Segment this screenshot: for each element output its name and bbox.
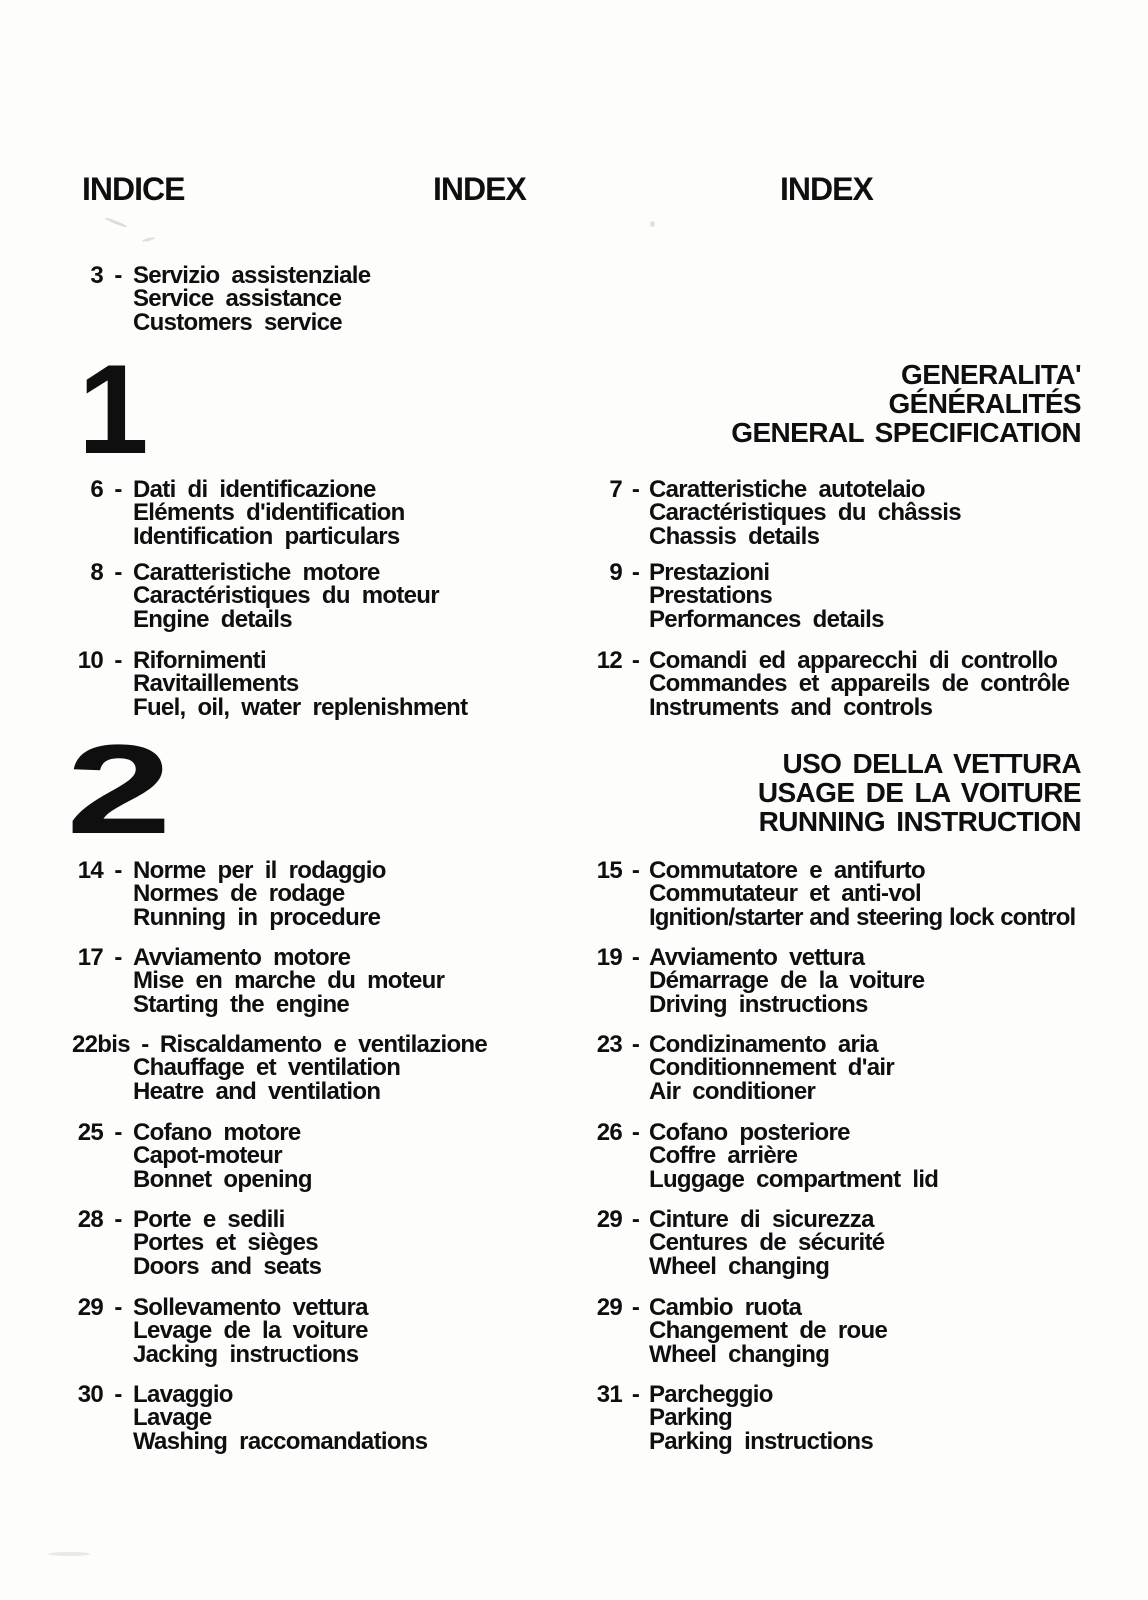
- entry-line-italian: Rifornimenti: [133, 647, 266, 674]
- toc-entry: [72, 561, 594, 631]
- index-row: [72, 649, 1112, 719]
- toc-entry: [72, 1121, 594, 1191]
- entry-line-english: Jacking instructions: [133, 1340, 359, 1368]
- entry-dash: -: [631, 476, 640, 503]
- entry-dash: -: [114, 857, 122, 884]
- entry-line-english: Luggage compartment lid: [649, 1165, 939, 1193]
- entry-line-italian: Avviamento vettura: [649, 944, 865, 971]
- entry-page-number: 14: [77, 857, 103, 884]
- section-title-english: RUNNING INSTRUCTION: [758, 805, 1081, 837]
- toc-entry: [594, 1208, 1112, 1278]
- entry-line-english: Bonnet opening: [133, 1165, 312, 1193]
- entry-dash: -: [631, 647, 640, 674]
- toc-entry: [72, 478, 594, 548]
- entry-page-number: 31: [596, 1381, 622, 1408]
- entry-line-italian: Parcheggio: [649, 1381, 773, 1408]
- entry-line-english: Ignition/starter and steering lock control: [649, 903, 1076, 931]
- section-title-italian: USO DELLA VETTURA: [782, 748, 1081, 779]
- entry-page-number: 29: [77, 1294, 103, 1321]
- entry-line-french: Conditionnement d'air: [649, 1054, 894, 1082]
- entry-line-italian: Cofano posteriore: [649, 1119, 850, 1146]
- entry-page-number: 26: [596, 1119, 622, 1146]
- section-title-french: USAGE DE LA VOITURE: [757, 776, 1081, 808]
- toc-entry: [594, 859, 1112, 929]
- entry-line-french: Eléments d'identification: [133, 499, 405, 527]
- entry-line-italian: Caratteristiche motore: [133, 559, 380, 586]
- entry-line-english: Starting the engine: [133, 990, 350, 1018]
- entry-dash: -: [631, 1381, 640, 1408]
- entry-page-number: 10: [77, 647, 103, 674]
- index-row: [72, 1033, 1112, 1103]
- entry-line-french: Ravitaillements: [133, 670, 299, 698]
- entry-page-number: 29: [596, 1206, 622, 1233]
- index-row: [72, 264, 1112, 334]
- entry-line-french: Lavage: [133, 1404, 212, 1432]
- entry-line-french: Prestations: [649, 582, 773, 610]
- page-title-french: INDEX: [433, 171, 526, 207]
- entry-line-english: Driving instructions: [649, 990, 868, 1018]
- entry-line-french: Changement de roue: [649, 1317, 888, 1345]
- entry-line-italian: Norme per il rodaggio: [133, 857, 386, 884]
- entry-dash: -: [141, 1031, 149, 1058]
- entry-line-italian: Cambio ruota: [649, 1294, 802, 1321]
- entry-page-number: 9: [609, 559, 622, 586]
- entry-line-english: Running in procedure: [133, 903, 381, 931]
- toc-entry: [72, 1208, 594, 1278]
- entry-line-french: Chauffage et ventilation: [133, 1054, 401, 1082]
- entry-page-number: 22bis: [72, 1031, 130, 1058]
- entry-dash: -: [631, 1119, 640, 1146]
- entry-line-french: Caractéristiques du châssis: [649, 499, 961, 527]
- chapter-numeral-2: 2: [66, 718, 169, 860]
- entry-page-number: 8: [90, 559, 103, 586]
- entry-dash: -: [114, 647, 122, 674]
- entry-dash: -: [631, 1206, 640, 1233]
- toc-entry: [72, 649, 594, 719]
- toc-entry: [72, 946, 594, 1016]
- entry-line-french: Portes et sièges: [133, 1229, 318, 1257]
- entry-dash: -: [631, 559, 640, 586]
- entry-dash: -: [631, 857, 640, 884]
- entry-line-english: Customers service: [133, 308, 342, 336]
- entry-line-english: Doors and seats: [133, 1252, 322, 1280]
- toc-entry: [594, 1033, 1112, 1103]
- entry-dash: -: [114, 1206, 122, 1233]
- entry-dash: -: [114, 1381, 122, 1408]
- entry-line-english: Parking instructions: [649, 1427, 874, 1455]
- chapter-numeral-1: 1: [78, 338, 147, 480]
- section-title-italian: GENERALITA': [901, 359, 1081, 390]
- entry-line-italian: Riscaldamento e ventilazione: [159, 1031, 488, 1058]
- toc-entry: [594, 946, 1112, 1016]
- entry-dash: -: [631, 944, 640, 971]
- entry-line-english: Fuel, oil, water replenishment: [133, 693, 468, 721]
- index-row: [72, 478, 1112, 548]
- toc-entry: [72, 1296, 594, 1366]
- entry-line-english: Performances details: [649, 605, 884, 633]
- entry-line-italian: Comandi ed apparecchi di controllo: [649, 647, 1058, 674]
- entry-line-french: Mise en marche du moteur: [133, 967, 445, 995]
- scan-smudge: [650, 221, 655, 227]
- toc-entry: [72, 1033, 594, 1103]
- entry-line-english: Identification particulars: [133, 522, 400, 550]
- entry-line-italian: Avviamento motore: [133, 944, 351, 971]
- entry-page-number: 19: [596, 944, 622, 971]
- entry-line-italian: Dati di identificazione: [133, 476, 376, 503]
- entry-dash: -: [114, 262, 122, 289]
- entry-line-french: Centures de sécurité: [649, 1229, 885, 1257]
- entry-page-number: 25: [77, 1119, 103, 1146]
- page-title-english: INDEX: [780, 171, 873, 207]
- entry-page-number: 23: [596, 1031, 622, 1058]
- entry-line-french: Commutateur et anti-vol: [649, 880, 921, 908]
- entry-page-number: 29: [596, 1294, 622, 1321]
- index-row: [72, 1296, 1112, 1366]
- entry-line-english: Wheel changing: [649, 1252, 830, 1280]
- entry-line-italian: Cinture di sicurezza: [649, 1206, 874, 1233]
- entry-line-italian: Condizinamento aria: [649, 1031, 878, 1058]
- entry-line-english: Air conditioner: [649, 1077, 816, 1105]
- entry-page-number: 6: [90, 476, 103, 503]
- entry-page-number: 30: [77, 1381, 103, 1408]
- entry-line-italian: Porte e sedili: [133, 1206, 285, 1233]
- entry-page-number: 3: [90, 262, 103, 289]
- index-row: [72, 859, 1112, 929]
- section-title-block: [731, 361, 1081, 447]
- toc-entry: [72, 1383, 594, 1453]
- entry-line-english: Heatre and ventilation: [133, 1077, 381, 1105]
- entry-line-french: Coffre arrière: [649, 1142, 798, 1170]
- entry-line-italian: Caratteristiche autotelaio: [649, 476, 925, 503]
- toc-entry: [594, 561, 1112, 631]
- scan-smudge: [142, 236, 155, 242]
- entry-dash: -: [631, 1294, 640, 1321]
- entry-page-number: 7: [609, 476, 622, 503]
- toc-entry: [594, 1296, 1112, 1366]
- index-row: [72, 1208, 1112, 1278]
- entry-dash: -: [114, 559, 122, 586]
- entry-line-italian: Commutatore e antifurto: [649, 857, 925, 884]
- entry-line-italian: Cofano motore: [133, 1119, 301, 1146]
- entry-page-number: 28: [77, 1206, 103, 1233]
- entry-dash: -: [114, 476, 122, 503]
- entry-line-english: Chassis details: [649, 522, 820, 550]
- entry-line-english: Washing raccomandations: [133, 1427, 428, 1455]
- entry-dash: -: [114, 1119, 122, 1146]
- entry-dash: -: [114, 944, 122, 971]
- scan-smudge: [48, 1552, 90, 1556]
- page-title-italian: INDICE: [82, 171, 185, 207]
- entry-line-french: Capot-moteur: [133, 1142, 282, 1170]
- entry-line-french: Démarrage de la voiture: [649, 967, 925, 995]
- entry-line-french: Service assistance: [133, 285, 342, 313]
- toc-entry: [594, 1383, 1112, 1453]
- section-title-french: GÉNÉRALITÉS: [888, 387, 1081, 419]
- entry-line-french: Caractéristiques du moteur: [133, 582, 439, 610]
- entry-line-english: Wheel changing: [649, 1340, 830, 1368]
- toc-entry: [594, 478, 1112, 548]
- toc-entry: [594, 649, 1112, 719]
- index-row: [72, 1383, 1112, 1453]
- entry-line-italian: Servizio assistenziale: [133, 262, 371, 289]
- toc-entry: [72, 264, 594, 334]
- section-title-block: [758, 750, 1081, 836]
- scan-smudge: [104, 217, 127, 229]
- entry-line-italian: Lavaggio: [133, 1381, 233, 1408]
- index-row: [72, 1121, 1112, 1191]
- entry-dash: -: [631, 1031, 640, 1058]
- entry-line-french: Levage de la voiture: [133, 1317, 368, 1345]
- entry-line-english: Engine details: [133, 605, 292, 633]
- entry-line-english: Instruments and controls: [649, 693, 933, 721]
- section-title-english: GENERAL SPECIFICATION: [731, 416, 1081, 448]
- index-row: [72, 946, 1112, 1016]
- entry-line-french: Parking: [649, 1404, 733, 1432]
- entry-page-number: 15: [596, 857, 622, 884]
- entry-line-italian: Sollevamento vettura: [133, 1294, 368, 1321]
- entry-line-french: Normes de rodage: [133, 880, 345, 908]
- entry-dash: -: [114, 1294, 122, 1321]
- index-row: [72, 561, 1112, 631]
- entry-line-italian: Prestazioni: [649, 559, 770, 586]
- entry-line-french: Commandes et appareils de contrôle: [649, 670, 1070, 698]
- toc-entry: [72, 859, 594, 929]
- entry-page-number: 17: [77, 944, 103, 971]
- entry-page-number: 12: [596, 647, 622, 674]
- toc-entry: [594, 1121, 1112, 1191]
